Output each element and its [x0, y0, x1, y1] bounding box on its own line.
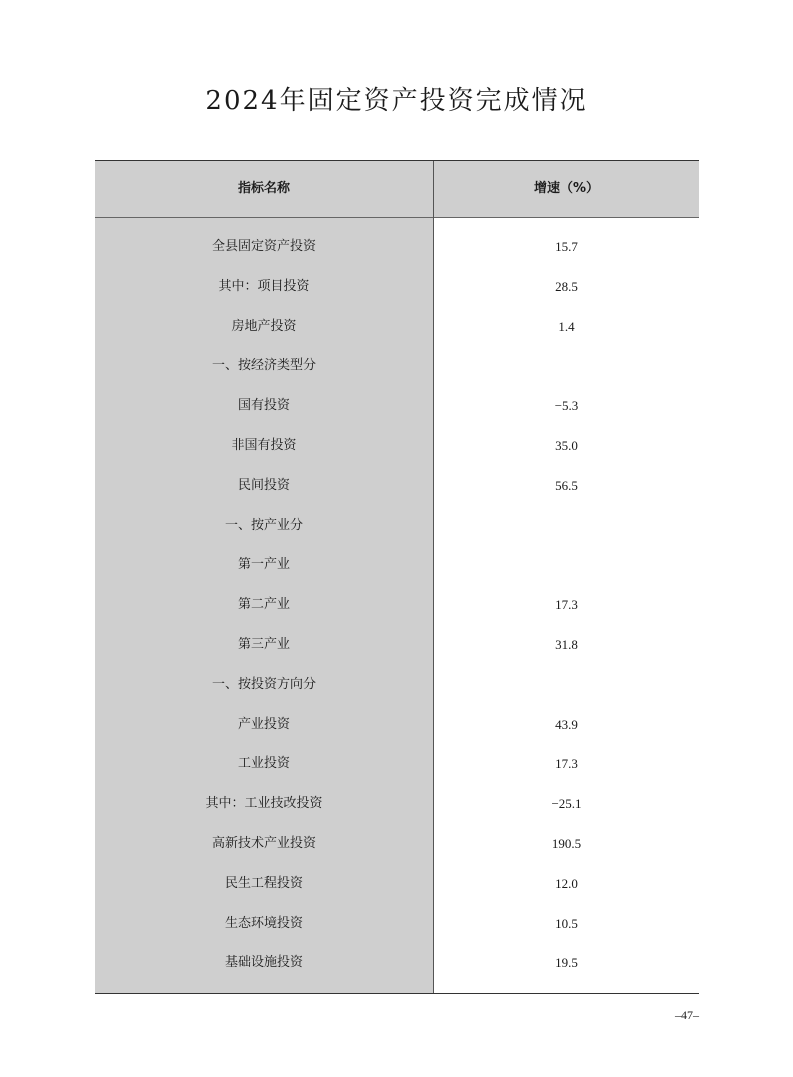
- table-row: [95, 466, 699, 506]
- indicator-name-cell: 工业投资: [237, 756, 290, 772]
- indicator-name-cell: 第三产业: [237, 636, 290, 652]
- growth-rate-cell: [434, 346, 699, 386]
- table-row: [95, 545, 699, 585]
- indicator-name-cell: 一、按产业分: [224, 517, 303, 533]
- growth-rate-cell: 28.5: [555, 278, 578, 294]
- table-row: [95, 267, 699, 307]
- header-growth-rate: 增速（%）: [533, 181, 600, 196]
- growth-rate-cell: 1.4: [558, 318, 575, 334]
- growth-rate-cell: 35.0: [555, 437, 578, 453]
- indicator-name-cell: 民间投资: [237, 477, 290, 493]
- growth-rate-cell: 31.8: [555, 636, 578, 652]
- investment-table: [95, 160, 699, 994]
- growth-rate-cell: 19.5: [555, 955, 578, 971]
- growth-rate-cell: 43.9: [555, 716, 578, 732]
- growth-rate-cell: −5.3: [554, 398, 579, 414]
- indicator-name-cell: 非国有投资: [231, 437, 297, 453]
- table-row: [95, 864, 699, 904]
- indicator-name-cell: 第一产业: [237, 557, 290, 573]
- table-row: [95, 784, 699, 824]
- indicator-name-cell: 其中：项目投资: [218, 278, 310, 294]
- indicator-name-cell: 一、按经济类型分: [211, 358, 316, 374]
- table-body: [95, 227, 699, 983]
- growth-rate-cell: 17.3: [555, 597, 578, 613]
- indicator-name-cell: 一、按投资方向分: [211, 676, 316, 692]
- table-row: [95, 585, 699, 625]
- table-row: [95, 705, 699, 745]
- growth-rate-cell: [434, 665, 699, 705]
- growth-rate-cell: [434, 545, 699, 585]
- indicator-name-cell: 产业投资: [237, 716, 290, 732]
- indicator-name-cell: 其中：工业技改投资: [205, 796, 323, 812]
- growth-rate-cell: [434, 506, 699, 546]
- table-row: [95, 426, 699, 466]
- page-number: –47–: [675, 1008, 699, 1022]
- indicator-name-cell: 民生工程投资: [224, 875, 303, 891]
- indicator-name-cell: 第二产业: [237, 597, 290, 613]
- header-indicator-name: 指标名称: [237, 181, 290, 196]
- table-row: [95, 307, 699, 347]
- table-row: [95, 824, 699, 864]
- table-row: [95, 506, 699, 546]
- indicator-name-cell: 生态环境投资: [224, 915, 303, 931]
- table-row: [95, 386, 699, 426]
- indicator-name-cell: 国有投资: [237, 398, 290, 414]
- table-row: [95, 744, 699, 784]
- growth-rate-cell: 190.5: [551, 835, 582, 851]
- indicator-name-cell: 基础设施投资: [224, 955, 303, 971]
- table-row: [95, 625, 699, 665]
- indicator-name-cell: 全县固定资产投资: [211, 239, 316, 254]
- growth-rate-cell: 15.7: [555, 239, 578, 254]
- page-title: 2024年固定资产投资完成情况: [205, 86, 588, 116]
- table-row: [95, 665, 699, 705]
- table-row: [95, 227, 699, 267]
- table-row: [95, 346, 699, 386]
- table-header-row: [95, 161, 699, 218]
- growth-rate-cell: 12.0: [555, 875, 578, 891]
- indicator-name-cell: 高新技术产业投资: [211, 835, 316, 851]
- indicator-name-cell: 房地产投资: [231, 318, 297, 334]
- growth-rate-cell: 10.5: [555, 915, 578, 931]
- growth-rate-cell: −25.1: [551, 796, 582, 812]
- table-row: [95, 904, 699, 944]
- table-row: [95, 943, 699, 983]
- growth-rate-cell: 56.5: [555, 477, 578, 493]
- growth-rate-cell: 17.3: [555, 756, 578, 772]
